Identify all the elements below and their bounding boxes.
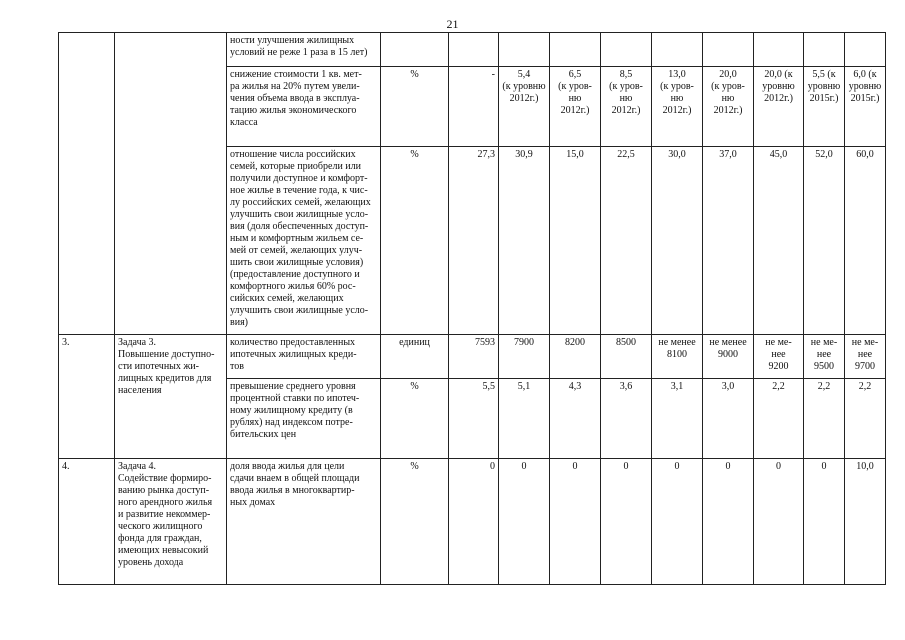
value-cell: 7900 <box>499 335 550 379</box>
indicator-cell: доля ввода жилья для цели сдачи внаем в общей площади ввода жилья в многоквартир- ных домах <box>227 459 381 585</box>
indicator-cell: количество предоставленных ипотечных жилищных креди- тов <box>227 335 381 379</box>
value-cell: 5,4 (к уровню 2012г.) <box>499 67 550 147</box>
indicator-cell: отношение числа российских семей, которые приобрели или получили доступное и комфорт- ное жилье в течение года, к чис- лу российских семей, желающих улучшить свои жилищные усло- вия (доля обеспеченных доступ- ным и комфортным жильем се- мей от семей, желающих улуч- шить свои жилищные условия) (предоставление доступного и комфортного жилья 60% рос- сийских семей, желающих улучшить свои жилищные усло- вия) <box>227 147 381 335</box>
row-number: 3. <box>59 335 115 459</box>
value-cell: не ме- нее 9700 <box>845 335 886 379</box>
value-cell: 15,0 <box>550 147 601 335</box>
value-cell: 45,0 <box>754 147 804 335</box>
value-cell: 5,1 <box>499 379 550 459</box>
table-row <box>59 459 886 585</box>
value-cell: 10,0 <box>845 459 886 585</box>
value-cell: 3,0 <box>703 379 754 459</box>
value-cell: 52,0 <box>804 147 845 335</box>
value-cell: 0 <box>703 459 754 585</box>
value-cell: 37,0 <box>703 147 754 335</box>
value-cell: не менее 8100 <box>652 335 703 379</box>
unit-cell: единиц <box>381 335 449 379</box>
value-cell: не менее 9000 <box>703 335 754 379</box>
table-row <box>59 33 886 67</box>
value-cell: 5,5 <box>449 379 499 459</box>
row-number: 4. <box>59 459 115 585</box>
unit-cell: % <box>381 459 449 585</box>
task-cell: Задача 3. Повышение доступно- сти ипотечных жи- лищных кредитов для населения <box>115 335 227 459</box>
value-cell: 0 <box>449 459 499 585</box>
value-cell: 8200 <box>550 335 601 379</box>
value-cell: - <box>449 67 499 147</box>
indicator-cell: снижение стоимости 1 кв. мет- ра жилья на 20% путем увели- чения объема ввода в эксплуа- тацию жилья экономического класса <box>227 67 381 147</box>
value-cell: 0 <box>652 459 703 585</box>
row-number <box>59 33 115 335</box>
value-cell: 30,9 <box>499 147 550 335</box>
unit-cell: % <box>381 379 449 459</box>
value-cell: 0 <box>754 459 804 585</box>
value-cell: 2,2 <box>804 379 845 459</box>
indicator-cell: превышение среднего уровня процентной ставки по ипотеч- ному жилищному кредиту (в рублях) над индексом потре- бительских цен <box>227 379 381 459</box>
value-cell: 22,5 <box>601 147 652 335</box>
value-cell: 7593 <box>449 335 499 379</box>
value-cell: 3,6 <box>601 379 652 459</box>
value-cell: 30,0 <box>652 147 703 335</box>
value-cell: 20,0 (к уровню 2012г.) <box>754 67 804 147</box>
indicator-cell: ности улучшения жилищных условий не реже 1 раза в 15 лет) <box>227 33 381 67</box>
value-cell: 0 <box>804 459 845 585</box>
value-cell: 8500 <box>601 335 652 379</box>
value-cell: 0 <box>601 459 652 585</box>
value-cell: 4,3 <box>550 379 601 459</box>
value-cell: 6,5 (к уров- ню 2012г.) <box>550 67 601 147</box>
unit-cell: % <box>381 67 449 147</box>
value-cell: 60,0 <box>845 147 886 335</box>
table-row <box>59 335 886 379</box>
value-cell: 2,2 <box>754 379 804 459</box>
value-cell: не ме- нее 9200 <box>754 335 804 379</box>
value-cell: 8,5 (к уров- ню 2012г.) <box>601 67 652 147</box>
value-cell: 2,2 <box>845 379 886 459</box>
unit-cell: % <box>381 147 449 335</box>
value-cell: 20,0 (к уров- ню 2012г.) <box>703 67 754 147</box>
page-number: 21 <box>446 17 459 31</box>
value-cell: 5,5 (к уровню 2015г.) <box>804 67 845 147</box>
value-cell: 6,0 (к уровню 2015г.) <box>845 67 886 147</box>
value-cell: 13,0 (к уров- ню 2012г.) <box>652 67 703 147</box>
task-cell: Задача 4. Содействие формиро- ванию рынка доступ- ного арендного жилья и развитие некоммер- ческого жилищного фонда для граждан, имеющих невысокий уровень дохода <box>115 459 227 585</box>
indicators-table <box>58 32 886 585</box>
value-cell: 0 <box>550 459 601 585</box>
value-cell: 27,3 <box>449 147 499 335</box>
value-cell: 0 <box>499 459 550 585</box>
task-cell <box>115 33 227 335</box>
unit-cell <box>381 33 449 67</box>
value-cell: 3,1 <box>652 379 703 459</box>
value-cell: не ме- нее 9500 <box>804 335 845 379</box>
